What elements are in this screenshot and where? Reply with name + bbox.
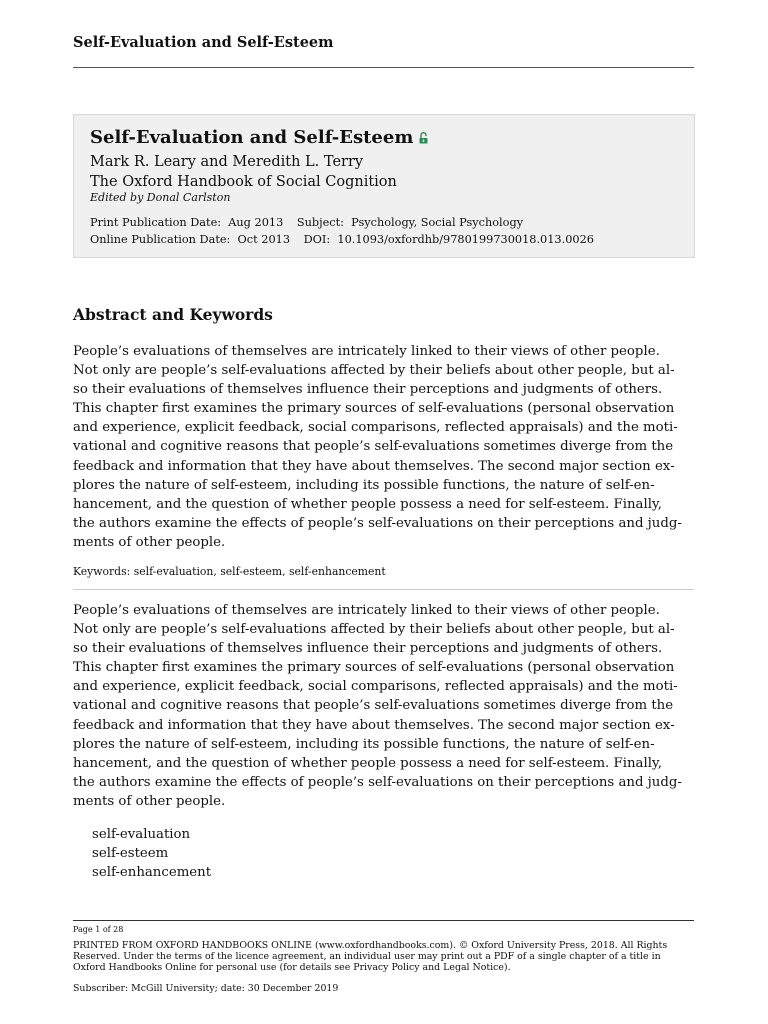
body-line: the authors examine the effects of people’s self-evaluations on their perceptions and judg‐	[73, 774, 682, 790]
body-paragraph	[73, 601, 695, 811]
footer-rule	[73, 920, 694, 921]
abstract-line: Not only are people’s self-evaluations affected by their beliefs about other people, but al‐	[73, 363, 675, 379]
abstract-paragraph	[73, 342, 695, 552]
abstract-line: hancement, and the question of whether people possess a need for self-esteem. Finally,	[73, 496, 662, 512]
abstract-heading: Abstract and Keywords	[73, 305, 273, 324]
authors: Mark R. Leary and Meredith L. Terry	[90, 154, 364, 170]
body-line: and experience, explicit feedback, social comparisons, reflected appraisals) and the moti‐	[73, 679, 678, 695]
editor: Edited by Donal Carlston	[90, 191, 231, 204]
body-line: Not only are people’s self-evaluations affected by their beliefs about other people, but al‐	[73, 622, 675, 638]
abstract-line: the authors examine the effects of people’s self-evaluations on their perceptions and judg‐	[73, 515, 682, 531]
body-line: This chapter first examines the primary sources of self-evaluations (personal observation	[73, 660, 675, 676]
abstract-line: vational and cognitive reasons that people’s self-evaluations sometimes diverge from the	[73, 439, 674, 455]
body-line: vational and cognitive reasons that people’s self-evaluations sometimes diverge from the	[73, 698, 674, 714]
body-line: hancement, and the question of whether people possess a need for self-esteem. Finally,	[73, 755, 662, 771]
chapter-title: Self-Evaluation and Self-Esteem	[90, 127, 414, 148]
keyword-item: self-evaluation	[92, 827, 191, 842]
body-line: People’s evaluations of themselves are intricately linked to their views of other people.	[73, 603, 660, 618]
print-notice-line: Reserved. Under the terms of the licence agreement, an individual user may print out a PDF of a single chapter of a title in	[73, 951, 661, 962]
chapter-title-row	[90, 127, 428, 148]
print-date-label: Print Publication Date:	[90, 216, 222, 229]
abstract-line: People’s evaluations of themselves are intricately linked to their views of other people.	[73, 344, 660, 359]
open-padlock-icon	[419, 132, 428, 144]
metadata-box	[73, 114, 695, 258]
abstract-line: plores the nature of self-esteem, including its possible functions, the nature of self-en‐	[73, 477, 655, 493]
keyword-item: self-enhancement	[92, 865, 212, 880]
print-notice	[73, 940, 695, 973]
body-line: ments of other people.	[73, 793, 226, 809]
online-date-label: Online Publication Date:	[90, 233, 231, 246]
subject: Psychology, Social Psychology	[351, 216, 524, 229]
body-line: feedback and information that they have about themselves. The second major section ex‐	[73, 717, 675, 733]
book-title: The Oxford Handbook of Social Cognition	[90, 174, 397, 190]
abstract-line: and experience, explicit feedback, social comparisons, reflected appraisals) and the moti‐	[73, 420, 678, 436]
page-number: Page 1 of 28	[73, 925, 124, 934]
header-rule	[73, 67, 694, 68]
abstract-line: feedback and information that they have about themselves. The second major section ex‐	[73, 458, 675, 474]
print-notice-line: Oxford Handbooks Online for personal use (for details see Privacy Policy and Legal Notice).	[73, 962, 511, 973]
body-line: so their evaluations of themselves influence their perceptions and judgments of others.	[73, 641, 663, 657]
print-notice-line: PRINTED FROM OXFORD HANDBOOKS ONLINE (www.oxfordhandbooks.com). © Oxford University Press, 2018. All Rights	[73, 940, 668, 951]
running-header: Self-Evaluation and Self-Esteem	[73, 34, 334, 51]
abstract-line: ments of other people.	[73, 534, 226, 550]
abstract-line: so their evaluations of themselves influence their perceptions and judgments of others.	[73, 382, 663, 398]
section-divider	[73, 589, 694, 590]
doi-label: DOI:	[303, 233, 331, 246]
subscriber-line: Subscriber: McGill University; date: 30 December 2019	[73, 983, 339, 994]
print-publication-line	[90, 216, 523, 229]
keyword-item: self-esteem	[92, 846, 169, 861]
abstract-line: This chapter first examines the primary sources of self-evaluations (personal observation	[73, 401, 675, 417]
online-date: Oct 2013	[237, 233, 291, 246]
body-line: plores the nature of self-esteem, including its possible functions, the nature of self-en‐	[73, 736, 655, 752]
keyword-list	[92, 825, 211, 882]
doi[interactable]: 10.1093/oxfordhb/9780199730018.013.0026	[337, 233, 594, 246]
keywords-line: Keywords: self-evaluation, self-esteem, self-enhancement	[73, 565, 386, 578]
subject-label: Subject:	[296, 216, 344, 229]
print-date: Aug 2013	[228, 216, 284, 229]
online-publication-line	[90, 233, 594, 246]
